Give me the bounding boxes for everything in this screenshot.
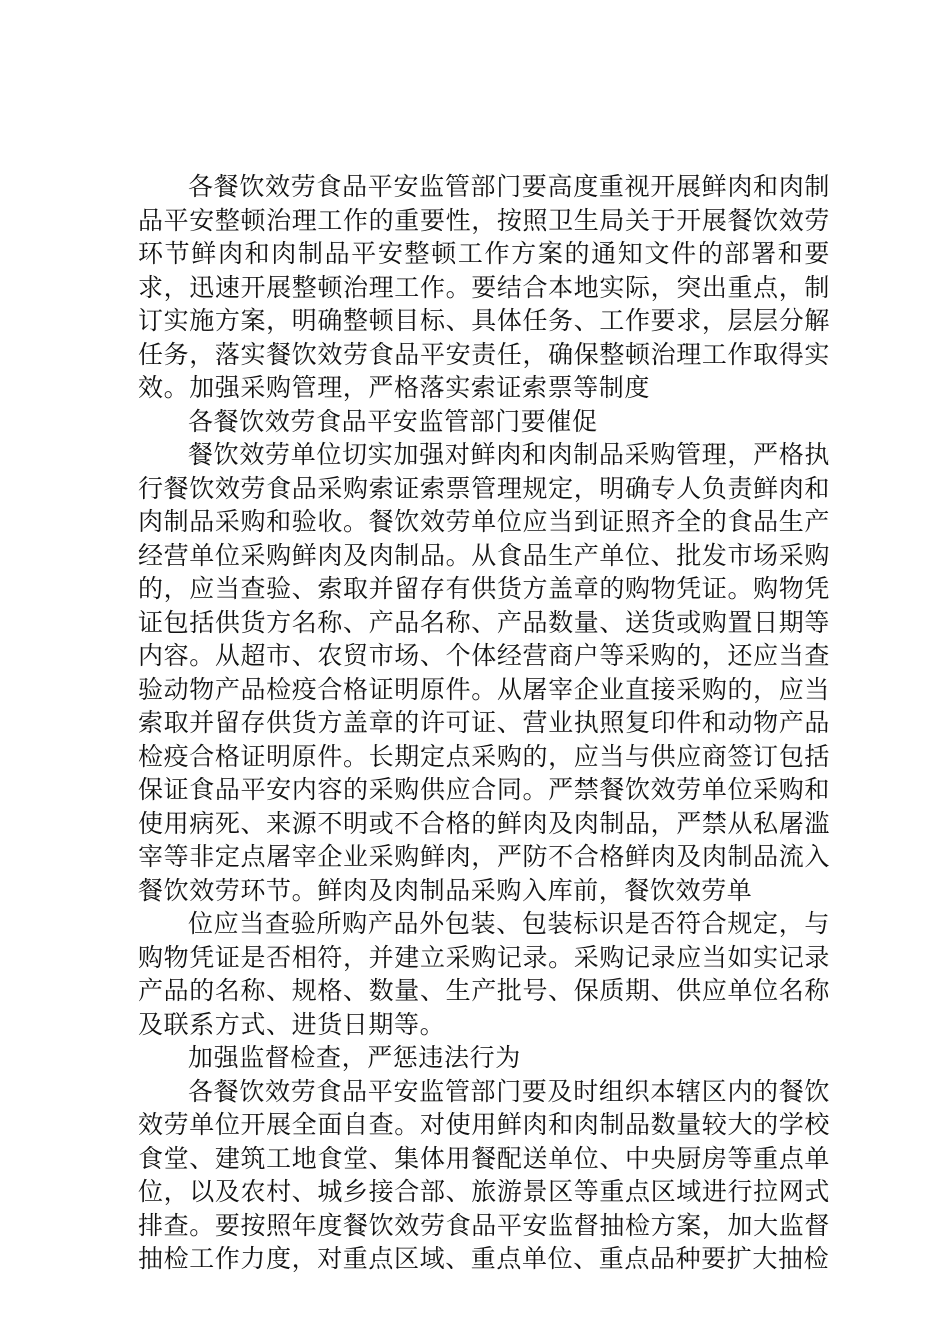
paragraph-supervision-intro: 各餐饮效劳食品平安监管部门要高度重视开展鲜肉和肉制品平安整顿治理工作的重要性，按照卫生局关于开展餐饮效劳环节鲜肉和肉制品平安整顿工作方案的通知文件的部署和要求，迅速开展整顿治理工作。要结合本地实际，突出重点，制订实施方案，明确整顿目标、具体任务、工作要求，层层分解任务，落实餐饮效劳食品平安责任，确保整顿治理工作取得实效。加强采购管理，严格落实索证索票等制度 [138, 172, 830, 402]
paragraph-procurement-management: 餐饮效劳单位切实加强对鲜肉和肉制品采购管理，严格执行餐饮效劳食品采购索证索票管理规定，明确专人负责鲜肉和肉制品采购和验收。餐饮效劳单位应当到证照齐全的食品生产经营单位采购鲜肉及肉制品。从食品生产单位、批发市场采购的，应当查验、索取并留存有供货方盖章的购物凭证。购物凭证包括供货方名称、产品名称、产品数量、送货或购置日期等内容。从超市、农贸市场、个体经营商户等采购的，还应当查验动物产品检疫合格证明原件。从屠宰企业直接采购的，应当索取并留存供货方盖章的许可证、营业执照复印件和动物产品检疫合格证明原件。长期定点采购的，应当与供应商签订包括保证食品平安内容的采购供应合同。严禁餐饮效劳单位采购和使用病死、来源不明或不合格的鲜肉及肉制品，严禁从私屠滥宰等非定点屠宰企业采购鲜肉，严防不合格鲜肉及肉制品流入餐饮效劳环节。鲜肉及肉制品采购入库前，餐饮效劳单 [138, 440, 830, 905]
paragraph-enforcement-heading: 加强监督检查，严惩违法行为 [188, 1043, 521, 1072]
document-page [138, 170, 830, 1276]
paragraph-self-inspection: 各餐饮效劳食品平安监管部门要及时组织本辖区内的餐饮效劳单位开展全面自查。对使用鲜肉和肉制品数量较大的学校食堂、建筑工地食堂、集体用餐配送单位、中央厨房等重点单位，以及农村、城乡接合部、旅游景区等重点区域进行拉网式排查。要按照年度餐饮效劳食品平安监督抽检方案，加大监督抽检工作力度，对重点区域、重点单位、重点品种要扩大抽检 [138, 1076, 830, 1273]
paragraph-inspection-records: 位应当查验所购产品外包装、包装标识是否符合规定，与购物凭证是否相符，并建立采购记录。采购记录应当如实记录产品的名称、规格、数量、生产批号、保质期、供应单位名称及联系方式、进货日期等。 [138, 909, 830, 1039]
paragraph-urge-heading: 各餐饮效劳食品平安监管部门要催促 [188, 406, 598, 436]
